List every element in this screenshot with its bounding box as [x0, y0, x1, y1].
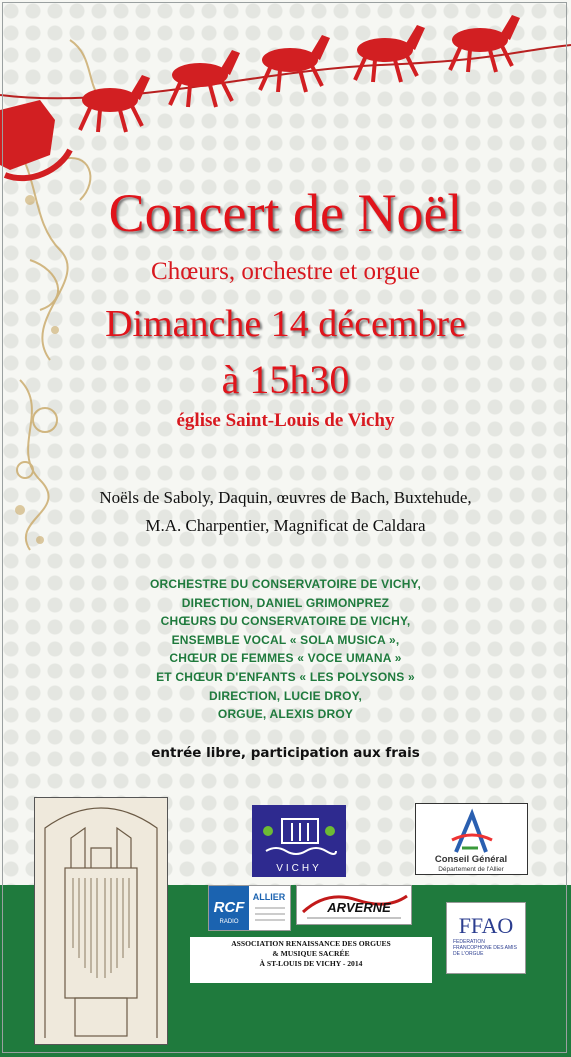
rcf-allier-text: ALLIER [252, 892, 286, 902]
conseil-general-text: Conseil Général [434, 854, 508, 865]
association-label [190, 937, 432, 983]
organ-illustration [34, 797, 168, 1045]
conseil-general-subtext: Département de l'Allier [438, 866, 504, 873]
credit-line: CHŒUR DE FEMMES « VOCE UMANA » [169, 651, 402, 666]
credit-line: DIRECTION, DANIEL GRIMONPREZ [181, 595, 390, 610]
rcf-radio-logo [208, 885, 291, 931]
radio-arverne-logo [296, 885, 412, 925]
credit-line: CHŒURS DU CONSERVATOIRE DE VICHY, [160, 614, 411, 629]
credit-line: ET CHŒUR D'ENFANTS « LES POLYSONS » [156, 669, 415, 684]
rcf-radio-text: RADIO [219, 919, 239, 925]
credit-line: ORGUE, ALEXIS DROY [217, 707, 354, 722]
vichy-logo-text: VICHY [276, 863, 322, 874]
ffao-text: FFAO [458, 913, 514, 938]
arverne-text: ARVERNE [327, 900, 391, 915]
ffao-subtext: FÉDÉRATION FRANCOPHONE DES AMIS DE L'ORGUE [453, 939, 517, 957]
conseil-general-logo [415, 803, 528, 875]
vichy-logo [252, 805, 346, 877]
association-line: À ST-LOUIS DE VICHY - 2014 [259, 959, 363, 968]
concert-subtitle: Chœurs, orchestre et orgue [151, 258, 420, 285]
concert-time: à 15h30 [221, 357, 350, 402]
rcf-text: RCF [213, 899, 245, 916]
credit-line: ORCHESTRE DU CONSERVATOIRE DE VICHY, [149, 577, 422, 591]
credit-line: ENSEMBLE VOCAL « SOLA MUSICA », [171, 632, 400, 647]
association-line: & MUSIQUE SACRÉE [272, 949, 350, 958]
program-line: Noëls de Saboly, Daquin, œuvres de Bach, Buxtehude, [99, 488, 472, 507]
performers-credits [0, 575, 571, 724]
concert-date: Dimanche 14 décembre [105, 303, 466, 345]
concert-title: Concert de Noël [108, 183, 463, 243]
credit-line: DIRECTION, LUCIE DROY, [208, 688, 363, 703]
program-text [0, 484, 571, 540]
concert-venue: église Saint-Louis de Vichy [176, 410, 395, 431]
program-line: M.A. Charpentier, Magnificat de Caldara [145, 516, 426, 535]
ffao-logo [446, 902, 526, 974]
entry-info: entrée libre, participation aux frais [151, 745, 420, 761]
association-line: ASSOCIATION RENAISSANCE DES ORGUES [231, 939, 391, 948]
